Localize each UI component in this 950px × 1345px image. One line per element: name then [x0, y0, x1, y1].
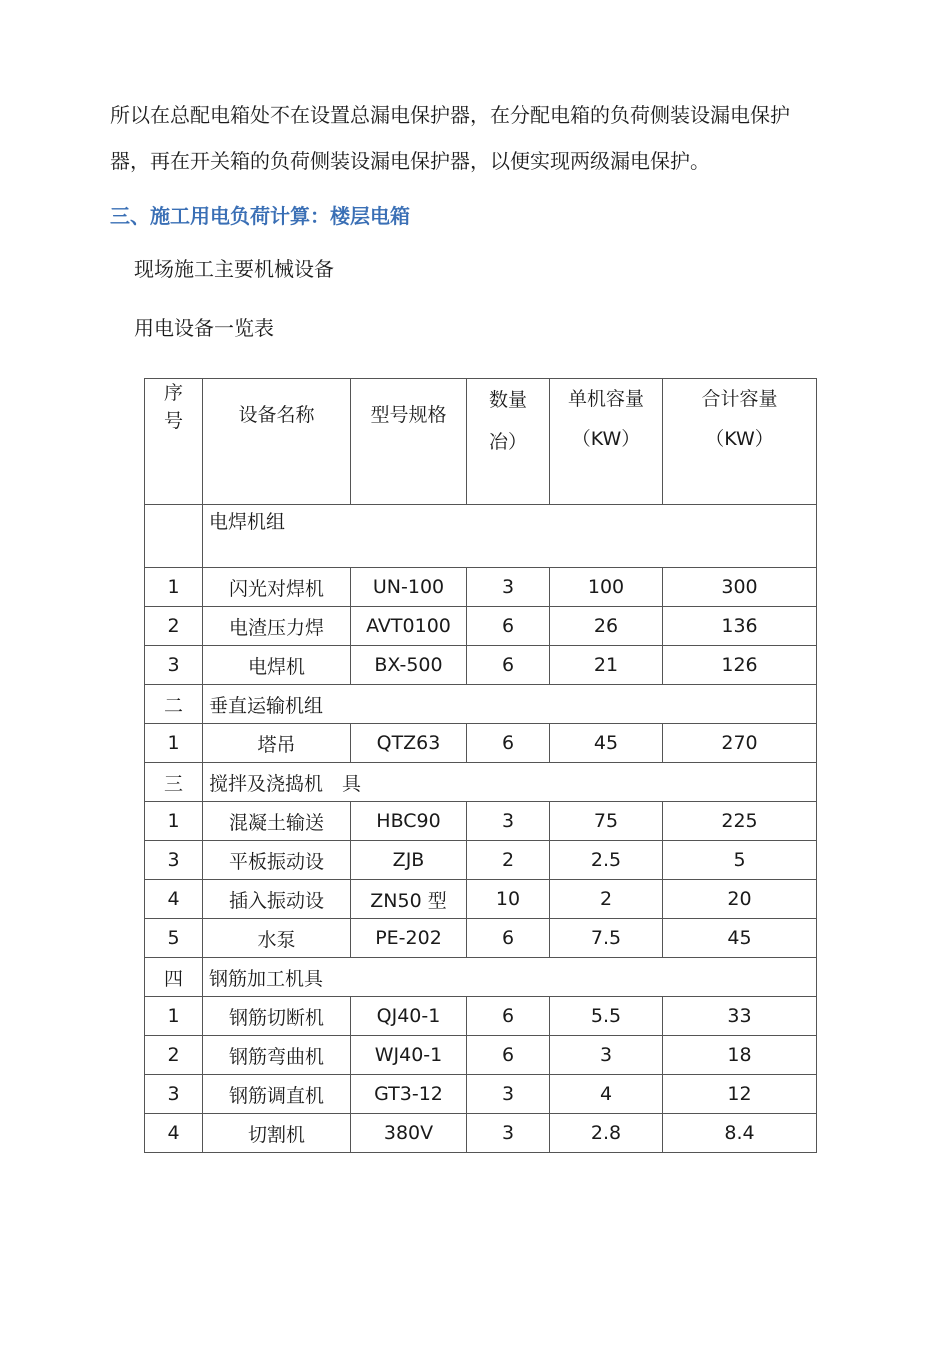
equipment-name: 塔吊 — [203, 724, 351, 763]
total-capacity: 20 — [663, 880, 817, 919]
total-capacity: 300 — [663, 568, 817, 607]
table-row — [145, 841, 817, 880]
total-capacity: 45 — [663, 919, 817, 958]
equipment-name: 闪光对焊机 — [203, 568, 351, 607]
total-capacity: 18 — [663, 1036, 817, 1075]
row-number: 1 — [145, 568, 203, 607]
total-capacity: 270 — [663, 724, 817, 763]
unit-capacity: 45 — [550, 724, 663, 763]
model-spec: AVT0100 — [351, 607, 467, 646]
equipment-name: 插入振动设 — [203, 880, 351, 919]
group-title: 钢筋加工机具 — [203, 958, 817, 997]
unit-capacity: 2.8 — [550, 1114, 663, 1153]
model-spec: BX-500 — [351, 646, 467, 685]
table-group-row — [145, 958, 817, 997]
row-number: 5 — [145, 919, 203, 958]
subtitle-equipment: 现场施工主要机械设备 — [134, 257, 334, 281]
model-spec: QTZ63 — [351, 724, 467, 763]
unit-capacity: 2 — [550, 880, 663, 919]
table-row — [145, 997, 817, 1036]
header-unit-capacity: 单机容量 （KW） — [550, 379, 663, 505]
equipment-name: 混凝土输送 — [203, 802, 351, 841]
quantity: 6 — [467, 997, 550, 1036]
row-number: 1 — [145, 997, 203, 1036]
unit-capacity: 26 — [550, 607, 663, 646]
model-spec: PE-202 — [351, 919, 467, 958]
unit-capacity: 2.5 — [550, 841, 663, 880]
unit-capacity: 100 — [550, 568, 663, 607]
model-spec: GT3-12 — [351, 1075, 467, 1114]
group-number: 二 — [145, 685, 203, 724]
quantity: 3 — [467, 802, 550, 841]
row-number: 1 — [145, 802, 203, 841]
table-row — [145, 1114, 817, 1153]
quantity: 3 — [467, 1075, 550, 1114]
table-row — [145, 646, 817, 685]
total-capacity: 12 — [663, 1075, 817, 1114]
unit-capacity: 7.5 — [550, 919, 663, 958]
model-spec: ZJB — [351, 841, 467, 880]
group-number — [145, 505, 203, 568]
quantity: 2 — [467, 841, 550, 880]
table-header-row — [145, 379, 817, 505]
quantity: 6 — [467, 607, 550, 646]
quantity: 6 — [467, 1036, 550, 1075]
section-heading: 三、施工用电负荷计算：楼层电箱 — [110, 204, 410, 228]
group-title: 垂直运输机组 — [203, 685, 817, 724]
row-number: 2 — [145, 1036, 203, 1075]
header-seq: 序 号 — [145, 379, 203, 505]
table-row — [145, 1036, 817, 1075]
equipment-name: 平板振动设 — [203, 841, 351, 880]
header-total-capacity: 合计容量 （KW） — [663, 379, 817, 505]
equipment-name: 切割机 — [203, 1114, 351, 1153]
group-title: 电焊机组 — [203, 505, 817, 568]
row-number: 2 — [145, 607, 203, 646]
equipment-name: 电焊机 — [203, 646, 351, 685]
total-capacity: 126 — [663, 646, 817, 685]
total-capacity: 5 — [663, 841, 817, 880]
row-number: 1 — [145, 724, 203, 763]
equipment-table — [144, 378, 817, 1153]
total-capacity: 136 — [663, 607, 817, 646]
total-capacity: 225 — [663, 802, 817, 841]
row-number: 4 — [145, 1114, 203, 1153]
table-row — [145, 802, 817, 841]
header-model: 型号规格 — [351, 379, 467, 505]
subtitle-table-title: 用电设备一览表 — [134, 316, 274, 340]
quantity: 6 — [467, 724, 550, 763]
unit-capacity: 5.5 — [550, 997, 663, 1036]
table-group-row — [145, 763, 817, 802]
body-paragraph-line-2: 器，再在开关箱的负荷侧装设漏电保护器，以便实现两级漏电保护。 — [110, 149, 710, 173]
group-number: 四 — [145, 958, 203, 997]
model-spec: ZN50 型 — [351, 880, 467, 919]
model-spec: UN-100 — [351, 568, 467, 607]
row-number: 3 — [145, 841, 203, 880]
quantity: 3 — [467, 1114, 550, 1153]
body-paragraph-line-1: 所以在总配电箱处不在设置总漏电保护器，在分配电箱的负荷侧装设漏电保护 — [110, 103, 790, 127]
unit-capacity: 4 — [550, 1075, 663, 1114]
total-capacity: 8.4 — [663, 1114, 817, 1153]
table-row — [145, 568, 817, 607]
quantity: 10 — [467, 880, 550, 919]
unit-capacity: 75 — [550, 802, 663, 841]
unit-capacity: 21 — [550, 646, 663, 685]
model-spec: WJ40-1 — [351, 1036, 467, 1075]
group-number: 三 — [145, 763, 203, 802]
table-row — [145, 880, 817, 919]
equipment-name: 钢筋弯曲机 — [203, 1036, 351, 1075]
total-capacity: 33 — [663, 997, 817, 1036]
model-spec: QJ40-1 — [351, 997, 467, 1036]
table-row — [145, 607, 817, 646]
equipment-name: 钢筋调直机 — [203, 1075, 351, 1114]
equipment-name: 水泵 — [203, 919, 351, 958]
model-spec: HBC90 — [351, 802, 467, 841]
header-name: 设备名称 — [203, 379, 351, 505]
quantity: 6 — [467, 919, 550, 958]
table-row — [145, 919, 817, 958]
header-qty: 数量 冶） — [467, 379, 550, 505]
quantity: 3 — [467, 568, 550, 607]
equipment-name: 电渣压力焊 — [203, 607, 351, 646]
quantity: 6 — [467, 646, 550, 685]
row-number: 4 — [145, 880, 203, 919]
unit-capacity: 3 — [550, 1036, 663, 1075]
row-number: 3 — [145, 1075, 203, 1114]
table-row — [145, 1075, 817, 1114]
table-group-row — [145, 685, 817, 724]
equipment-name: 钢筋切断机 — [203, 997, 351, 1036]
table-group-row — [145, 505, 817, 568]
table-row — [145, 724, 817, 763]
group-title: 搅拌及浇捣机 具 — [203, 763, 817, 802]
model-spec: 380V — [351, 1114, 467, 1153]
row-number: 3 — [145, 646, 203, 685]
